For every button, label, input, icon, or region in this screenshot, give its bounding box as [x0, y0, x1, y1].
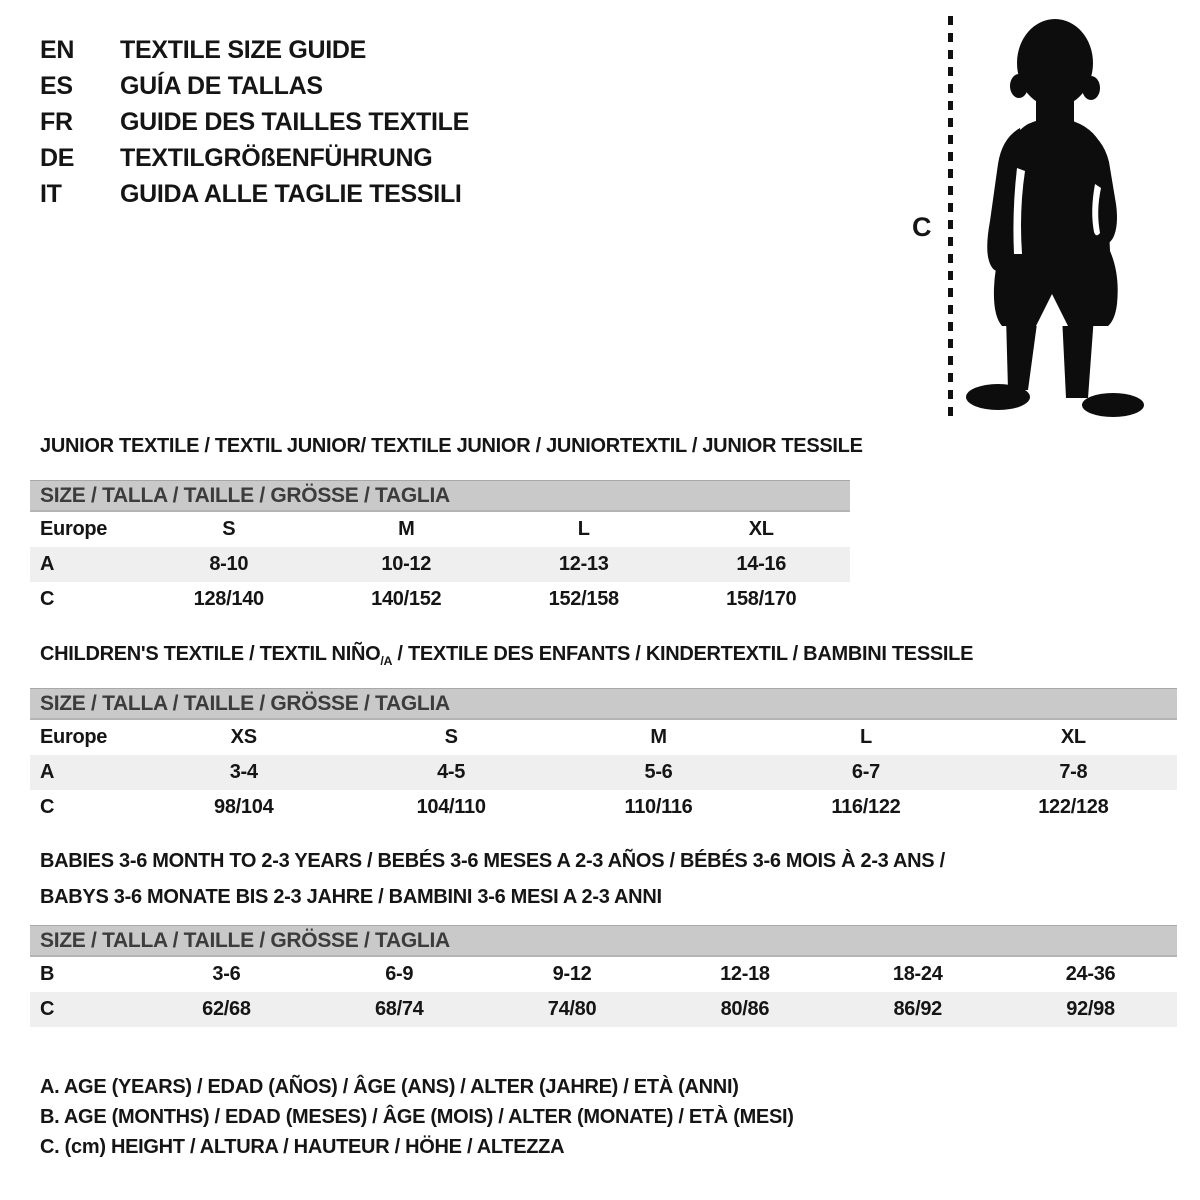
size-column-header: XL — [1060, 726, 1086, 748]
children-title-text: CHILDREN'S TEXTILE / TEXTIL NIÑO — [40, 643, 381, 665]
size-column-header: XL — [748, 518, 774, 540]
junior-section-title: JUNIOR TEXTILE / TEXTIL JUNIOR/ TEXTILE JUNIOR / JUNIORTEXTIL / JUNIOR TESSILE — [40, 435, 863, 457]
region-label: Europe — [40, 726, 108, 748]
junior-row-height — [30, 582, 850, 617]
row-label: C — [40, 998, 55, 1020]
children-title-subscript: /A — [380, 654, 393, 668]
table-cell: 7-8 — [1059, 761, 1088, 783]
table-cell: 104/110 — [416, 796, 486, 818]
children-row-age — [30, 755, 1177, 790]
height-measure-label: C — [912, 212, 932, 242]
size-column-header: M — [650, 726, 667, 748]
lang-row-en — [40, 32, 469, 68]
size-column-header: S — [222, 518, 236, 540]
table-cell: 12-13 — [558, 553, 609, 575]
children-region-row — [30, 720, 1177, 755]
table-cell: 8-10 — [209, 553, 249, 575]
lang-code: IT — [40, 179, 62, 208]
junior-size-header-bar: SIZE / TALLA / TAILLE / GRÖSSE / TAGLIA — [30, 480, 850, 512]
table-cell: 24-36 — [1065, 963, 1116, 985]
table-cell: 140/152 — [371, 588, 442, 610]
table-cell: 12-18 — [720, 963, 770, 985]
lang-code: DE — [40, 143, 75, 172]
lang-code: FR — [40, 107, 73, 136]
baby-silhouette-icon — [962, 16, 1147, 418]
lang-row-fr — [40, 104, 469, 140]
height-measure-figure — [890, 0, 1190, 430]
table-cell: 6-7 — [851, 761, 880, 783]
babies-section-title — [40, 843, 945, 915]
table-cell: 128/140 — [193, 588, 264, 610]
junior-region-row — [30, 512, 850, 547]
children-row-height — [30, 790, 1177, 825]
height-dashed-line — [948, 16, 953, 416]
lang-row-de — [40, 140, 469, 176]
children-title-text: / TEXTILE DES ENFANTS / KINDERTEXTIL / BAMBINI TESSILE — [392, 643, 974, 665]
table-cell: 98/104 — [214, 796, 274, 818]
table-cell: 10-12 — [381, 553, 432, 575]
table-cell: 62/68 — [202, 998, 251, 1020]
table-cell: 110/116 — [624, 796, 693, 818]
table-cell: 158/170 — [726, 588, 797, 610]
region-label: Europe — [40, 518, 108, 540]
row-label: A — [40, 761, 55, 783]
table-cell: 92/98 — [1066, 998, 1115, 1020]
lang-title: GUÍA DE TALLAS — [120, 71, 323, 100]
table-cell: 3-4 — [229, 761, 258, 783]
table-cell: 80/86 — [720, 998, 770, 1020]
row-label: A — [40, 553, 55, 575]
measurement-legend — [40, 1072, 794, 1162]
size-column-header: S — [444, 726, 458, 748]
table-cell: 86/92 — [893, 998, 942, 1020]
size-column-header: XS — [230, 726, 257, 748]
table-cell: 152/158 — [548, 588, 619, 610]
children-size-table — [30, 688, 1177, 825]
lang-code: EN — [40, 35, 75, 64]
table-cell: 9-12 — [552, 963, 592, 985]
babies-title-line1: BABIES 3-6 MONTH TO 2-3 YEARS / BEBÉS 3-6 MESES A 2-3 AÑOS / BÉBÉS 3-6 MOIS À 2-3 ANS / — [40, 850, 945, 872]
junior-size-table — [30, 480, 850, 617]
table-cell: 116/122 — [831, 796, 901, 818]
junior-row-age — [30, 547, 850, 582]
legend-line-b: B. AGE (MONTHS) / EDAD (MESES) / ÂGE (MOIS) / ALTER (MONATE) / ETÀ (MESI) — [40, 1106, 794, 1128]
babies-size-header-bar: SIZE / TALLA / TAILLE / GRÖSSE / TAGLIA — [30, 925, 1177, 957]
lang-row-it — [40, 176, 469, 212]
row-label: C — [40, 588, 55, 610]
table-cell: 5-6 — [644, 761, 673, 783]
size-column-header: L — [859, 726, 872, 748]
row-label: B — [40, 963, 55, 985]
table-cell: 122/128 — [1038, 796, 1109, 818]
legend-line-c: C. (cm) HEIGHT / ALTURA / HAUTEUR / HÖHE / ALTEZZA — [40, 1136, 565, 1158]
children-section-title — [40, 643, 973, 668]
lang-title: GUIDE DES TAILLES TEXTILE — [120, 107, 470, 136]
table-cell: 3-6 — [212, 963, 241, 985]
lang-code: ES — [40, 71, 73, 100]
table-cell: 4-5 — [437, 761, 466, 783]
lang-title: TEXTILGRÖßENFÜHRUNG — [120, 143, 433, 172]
legend-line-a: A. AGE (YEARS) / EDAD (AÑOS) / ÂGE (ANS) / ALTER (JAHRE) / ETÀ (ANNI) — [40, 1076, 739, 1098]
lang-title: GUIDA ALLE TAGLIE TESSILI — [120, 179, 462, 208]
babies-title-line2: BABYS 3-6 MONATE BIS 2-3 JAHRE / BAMBINI 3-6 MESI A 2-3 ANNI — [40, 886, 662, 908]
children-size-header-bar: SIZE / TALLA / TAILLE / GRÖSSE / TAGLIA — [30, 688, 1177, 720]
language-title-block — [40, 32, 469, 212]
lang-title: TEXTILE SIZE GUIDE — [120, 35, 367, 64]
lang-row-es — [40, 68, 469, 104]
table-cell: 68/74 — [374, 998, 424, 1020]
table-cell: 14-16 — [736, 553, 787, 575]
babies-row-height — [30, 992, 1177, 1027]
babies-size-table — [30, 925, 1177, 1027]
row-label: C — [40, 796, 55, 818]
babies-row-months — [30, 957, 1177, 992]
table-cell: 6-9 — [385, 963, 414, 985]
size-column-header: L — [577, 518, 590, 540]
table-cell: 74/80 — [547, 998, 597, 1020]
table-cell: 18-24 — [892, 963, 943, 985]
size-column-header: M — [398, 518, 415, 540]
